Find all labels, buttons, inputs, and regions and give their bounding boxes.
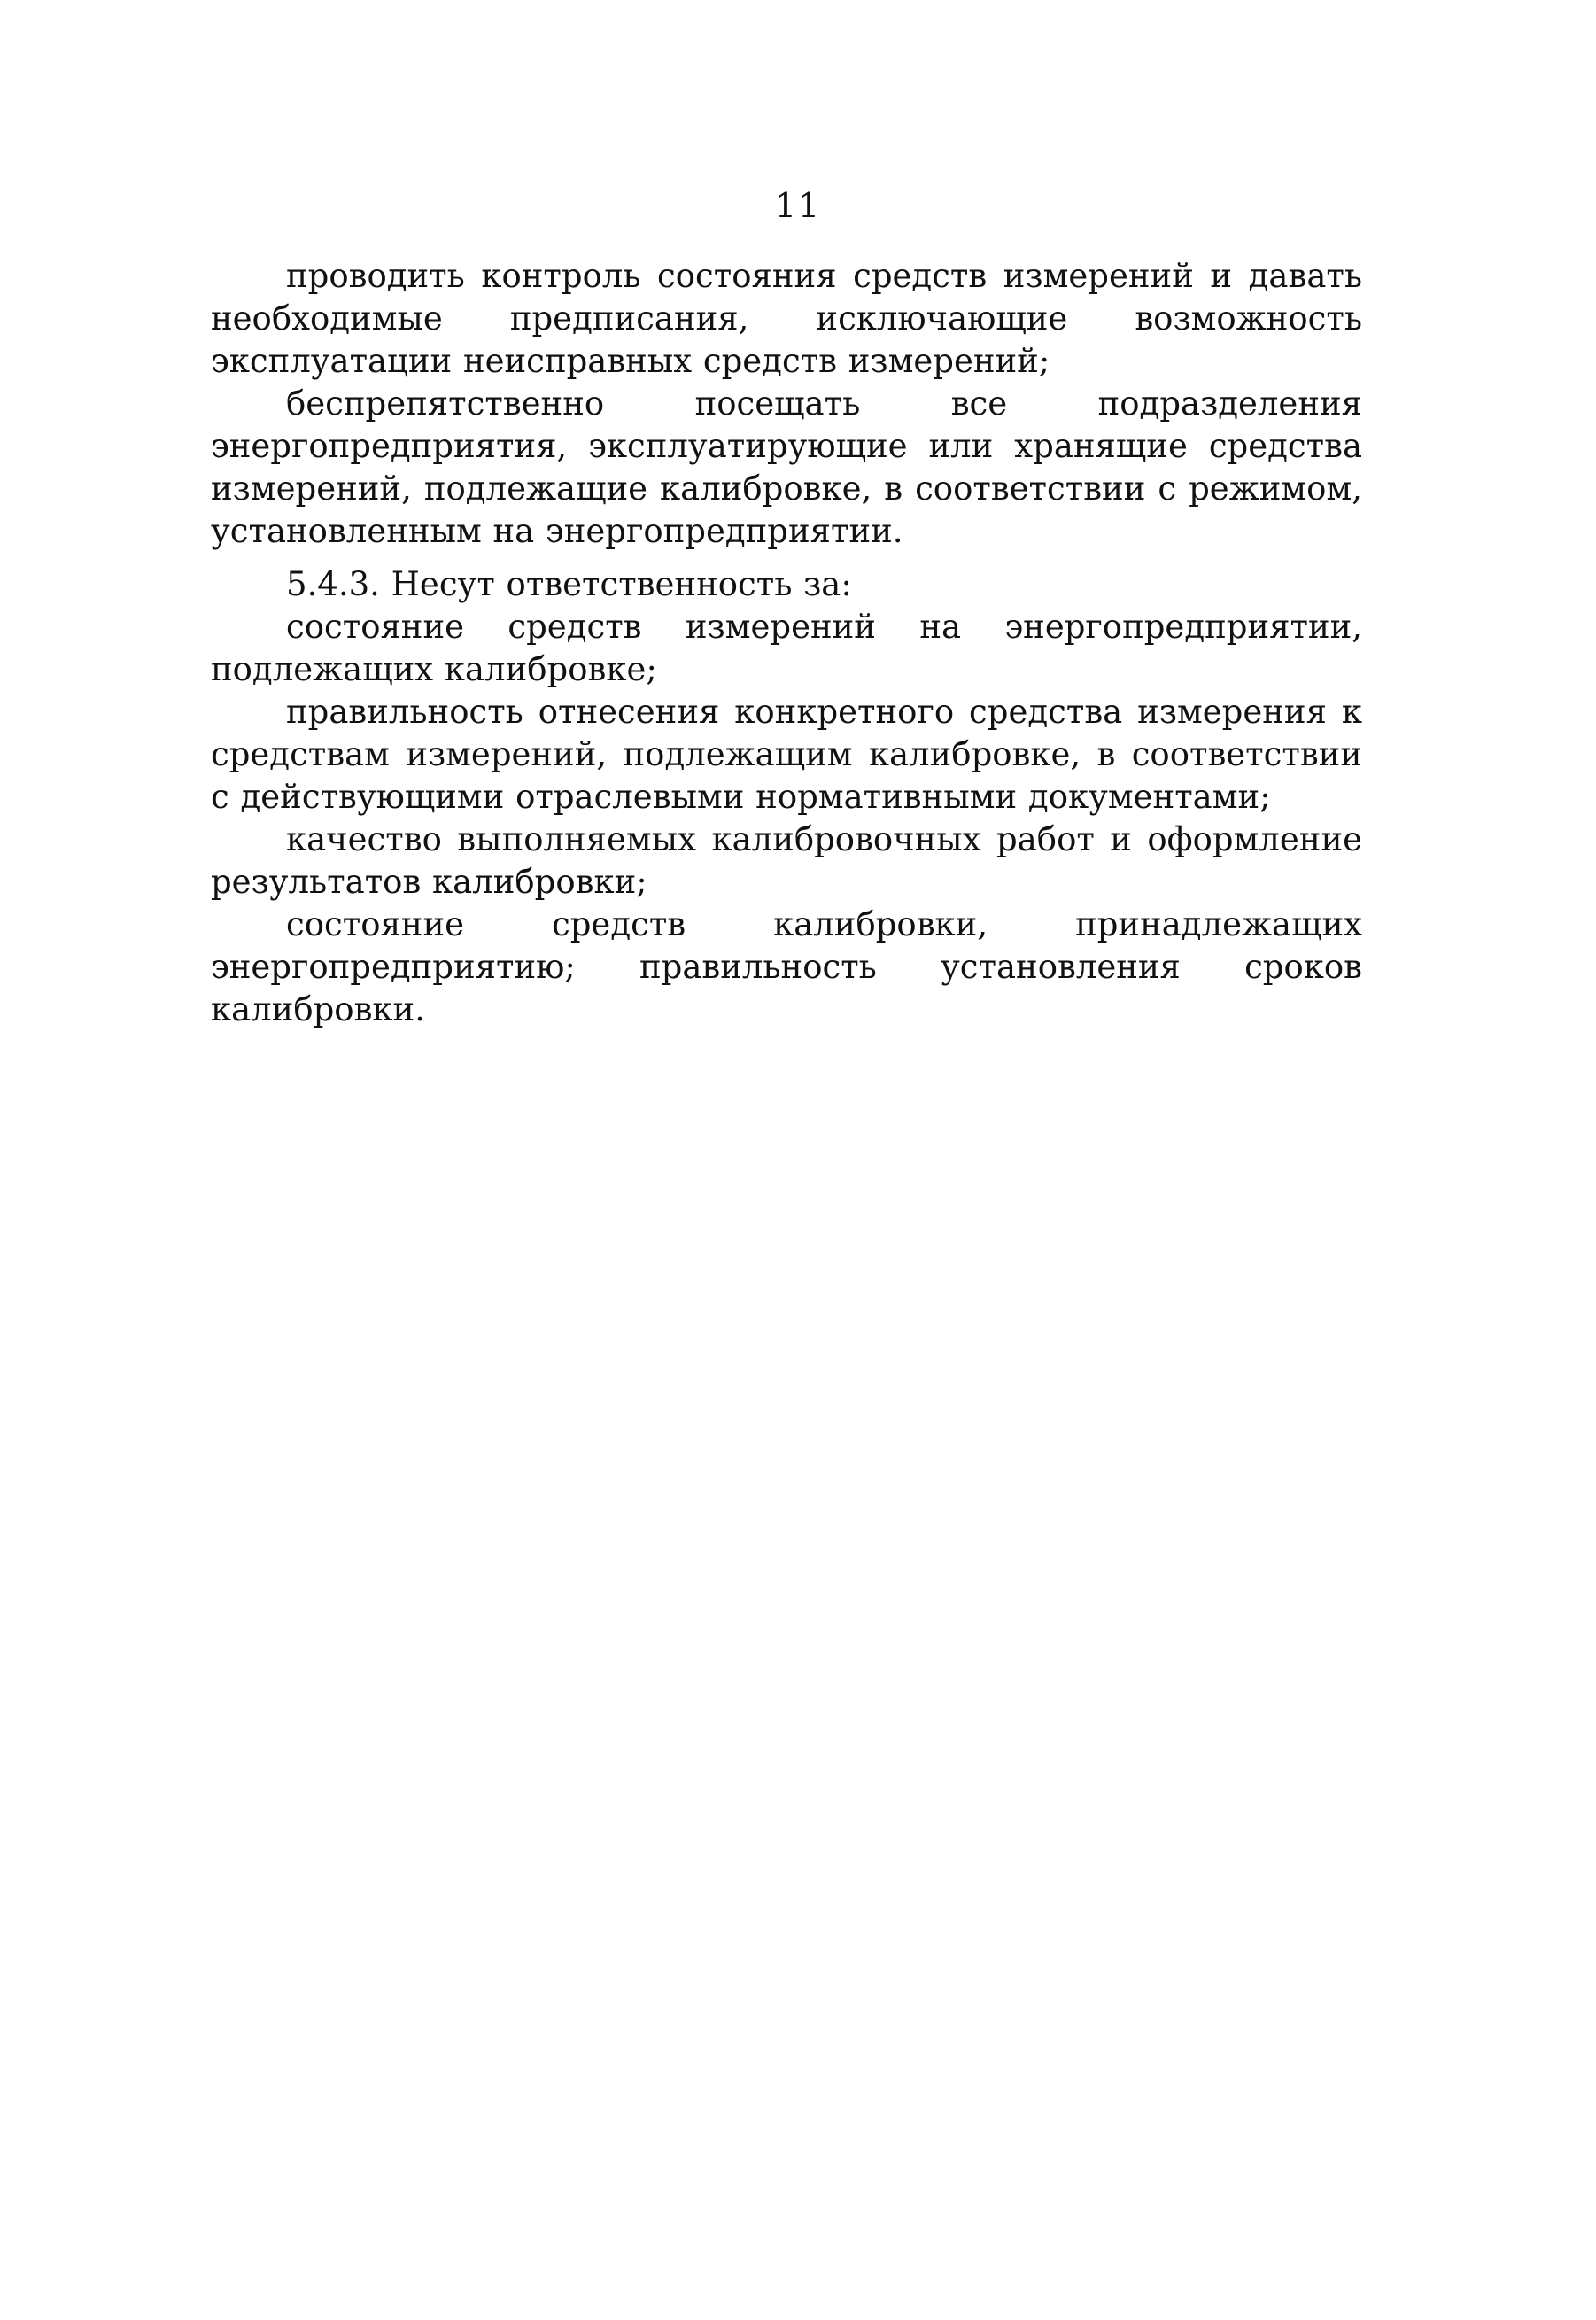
paragraph-responsibility-state: состояние средств измерений на энергопредприятии, подлежащих калибровке;: [211, 608, 1362, 688]
paragraph-responsibility-calibration-tools: состояние средств калибровки, принадлежащих энергопредприятию; правильность установления сроков калибровки.: [211, 905, 1362, 1028]
page-number: 11: [774, 186, 822, 225]
paragraph-responsibility-classification: правильность отнесения конкретного средства измерения к средствам измерений, подлежащим калибровке, в соответствии с действующими отраслевыми нормативными документами;: [211, 693, 1362, 816]
document-body: [211, 255, 1362, 1031]
paragraph-visit-rights: беспрепятственно посещать все подразделения энергопредприятия, эксплуатирующие или хранящие средства измерений, подлежащие калибровке, в соответствии с режимом, установленным на энергопредприятии.: [211, 384, 1362, 550]
paragraph-responsibility-quality: качество выполняемых калибровочных работ и оформление результатов калибровки;: [211, 820, 1362, 901]
paragraph-control-rights: проводить контроль состояния средств измерений и давать необходимые предписания, исключающие возможность эксплуатации неисправных средств измерений;: [211, 257, 1362, 380]
section-heading-5-4-3: 5.4.3. Несут ответственность за:: [286, 565, 852, 603]
